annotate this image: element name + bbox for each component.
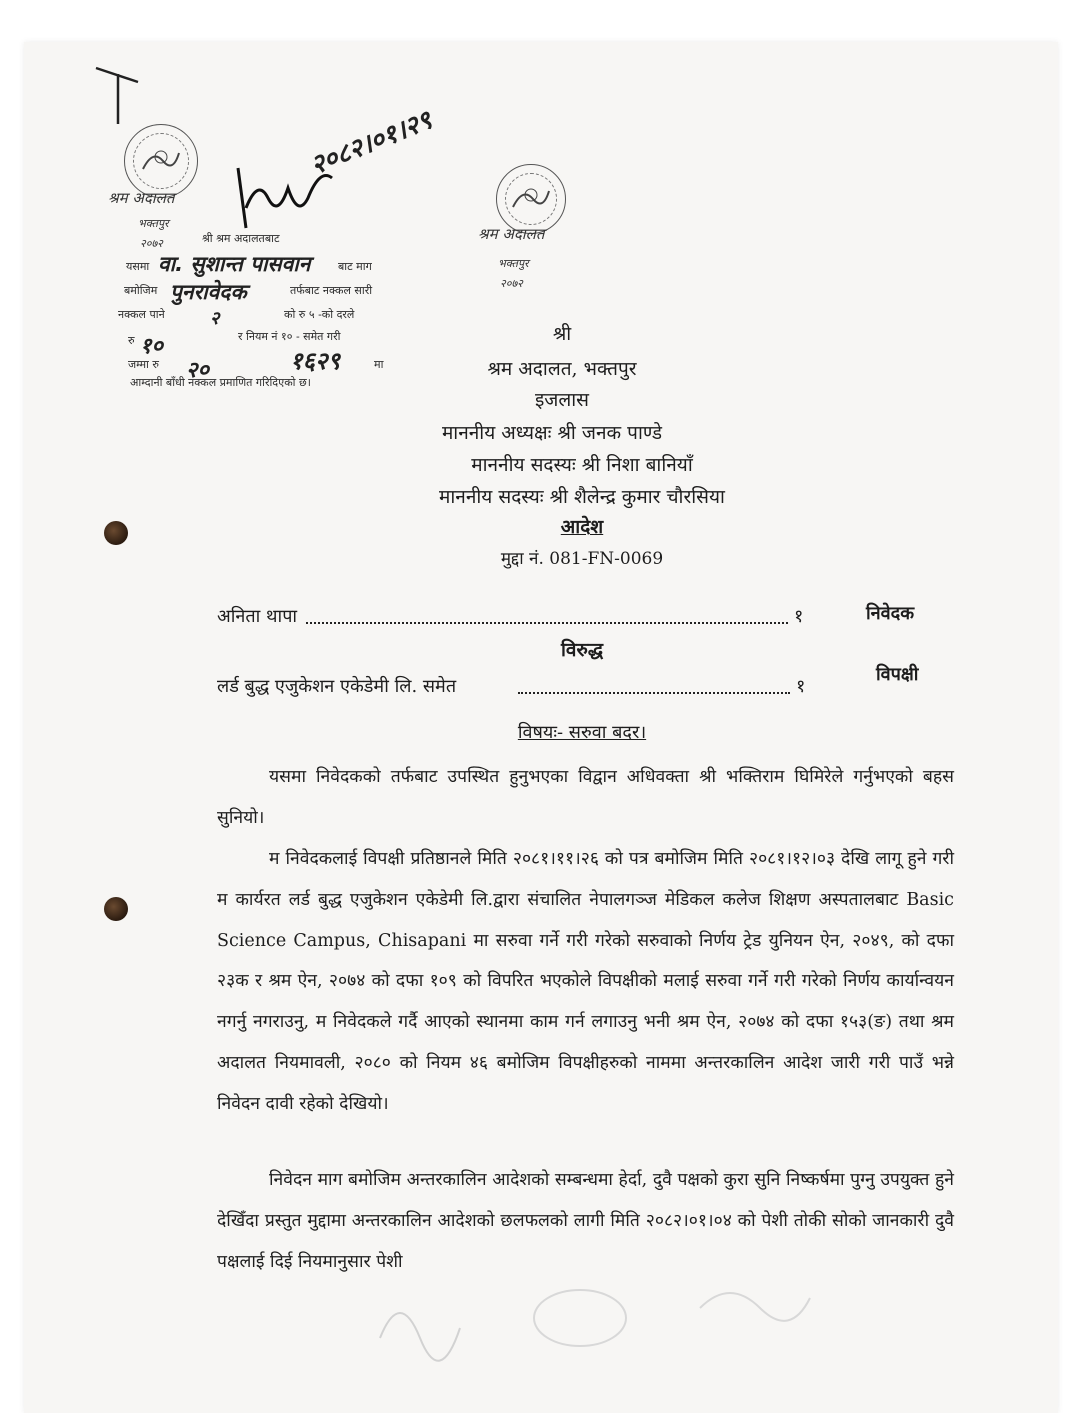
punch-hole-bottom (104, 897, 128, 921)
case-number: मुद्दा नं. 081-FN-0069 (500, 549, 664, 569)
stamp-line-5: जम्मा रु (128, 358, 159, 371)
header-member1: माननीय सदस्यः श्री निशा बानियाँ (471, 454, 693, 476)
subject-line: विषयः- सरुवा बदर। (517, 722, 647, 743)
stamp-line-3: नक्कल पाने (118, 308, 165, 321)
petitioner-count: १ (794, 606, 804, 627)
hand-receipt: १६२९ (290, 347, 340, 375)
signature-date: २०८२।०१।२९ (306, 105, 437, 182)
stamp-fragment-2: को रु ५ -को दरले (284, 308, 355, 321)
stamp-line-1: यसमा (126, 260, 150, 273)
hand-fee: १० (140, 334, 163, 359)
seal-left-city: भक्तपुर (138, 217, 169, 230)
respondent-count: १ (796, 676, 806, 697)
court-seal-left-icon (124, 124, 198, 198)
seal-left-text: श्रम अदालत (108, 189, 175, 207)
stamp-line-2: बमोजिम (124, 284, 158, 297)
hand-name: वा. सुशान्त पासवान (158, 252, 311, 276)
stamp-fragment-1: तर्फबाट नक्कल सारी (290, 284, 373, 297)
order-title: आदेश (560, 516, 604, 538)
stamp-line-0: श्री श्रम अदालतबाट (202, 232, 280, 245)
header-member2: माननीय सदस्यः श्री शैलेन्द्र कुमार चौरसिया (439, 486, 725, 508)
stamp-fragment-4: मा (374, 358, 384, 371)
paragraph-3: निवेदन माग बमोजिम अन्तरकालिन आदेशको सम्बन्धमा हेर्दा, दुवै पक्षको कुरा सुनि निष्कर्षमा पुग्नु उपयुक्त हुने देखिँदा प्रस्तुत मुद्दामा अन्तरकालिन आदेशको छलफलको लागी मिति २०८२।०१।०४ को पेशी तोकी सोको जानकारी दुवै पक्षलाई दिई नियमानुसार पेशी (217, 1170, 954, 1272)
header-chair: माननीय अध्यक्षः श्री जनक पाण्डे (441, 422, 663, 444)
stamp-line-6: आम्दानी बाँधी नक्कल प्रमाणित गरिदिएको छ। (130, 376, 311, 389)
petitioner-dots (306, 622, 788, 624)
hand-person: पुनरावेदक (170, 280, 247, 304)
respondent-name: लर्ड बुद्ध एजुकेशन एकेडेमी लि. समेत (217, 676, 457, 697)
hand-pages: २ (210, 308, 220, 329)
hand-total: २० (186, 358, 209, 383)
seal-right-text: श्रम अदालत (478, 225, 545, 243)
header-bench: इजलास (534, 389, 590, 411)
versus-label: विरुद्ध (560, 639, 604, 661)
seal-right-year: २०७२ (500, 277, 523, 290)
stamp-line-4: रु (128, 334, 135, 347)
petitioner-role: निवेदक (866, 603, 915, 624)
corner-mark-icon (92, 60, 142, 130)
header-court: श्रम अदालत, भक्तपुर (487, 358, 637, 380)
stamp-fragment-3: र नियम नं १० - समेत गरी (238, 330, 341, 343)
paragraph-1: यसमा निवेदकको तर्फबाट उपस्थित हुनुभएका विद्वान अधिवक्ता श्री भक्तिराम घिमिरेले गर्नुभएको बहस सुनियो। (217, 767, 954, 828)
respondent-role: विपक्षी (876, 664, 919, 685)
header-shri: श्री (552, 323, 572, 345)
paragraph-2: म निवेदकलाई विपक्षी प्रतिष्ठानले मिति २०८१।११।२६ को पत्र बमोजिम मिति २०८१।१२।०३ देखि लागू हुने गरी म कार्यरत लर्ड बुद्ध एजुकेशन एकेडेमी लि.द्वारा संचालित नेपालगञ्ज मेडिकल कलेज शिक्षण अस्पतालबाट Basic Science Campus, Chisapani मा सरुवा गर्ने गरी गरेको सरुवाको निर्णय ट्रेड युनियन ऐन, २०४९, को दफा २३क र श्रम ऐन, २०७४ को दफा १०९ को विपरित भएकोले विपक्षीको मलाई सरुवा गर्ने गरी गरेको निर्णय कार्यान्वयन नगर्नु नगराउनु, म निवेदकले गर्दै आएको स्थानमा काम गर्न लगाउनु भनी श्रम ऐन, २०७४ को दफा १५३(ङ) तथा श्रम अदालत नियमावली, २०८० को नियम ४६ बमोजिम विपक्षीहरुको नाममा अन्तरकालिन आदेश जारी गरी पाउँ भन्ने निवेदन दावी रहेको देखियो। (217, 849, 954, 1114)
petitioner-name: अनिता थापा (217, 606, 298, 627)
seal-right-city: भक्तपुर (498, 257, 529, 270)
respondent-dots (518, 692, 790, 694)
seal-left-year: २०७२ (140, 237, 163, 250)
stamp-fragment-0: बाट माग (338, 260, 372, 273)
bleed-through-mark-icon (370, 1278, 830, 1388)
